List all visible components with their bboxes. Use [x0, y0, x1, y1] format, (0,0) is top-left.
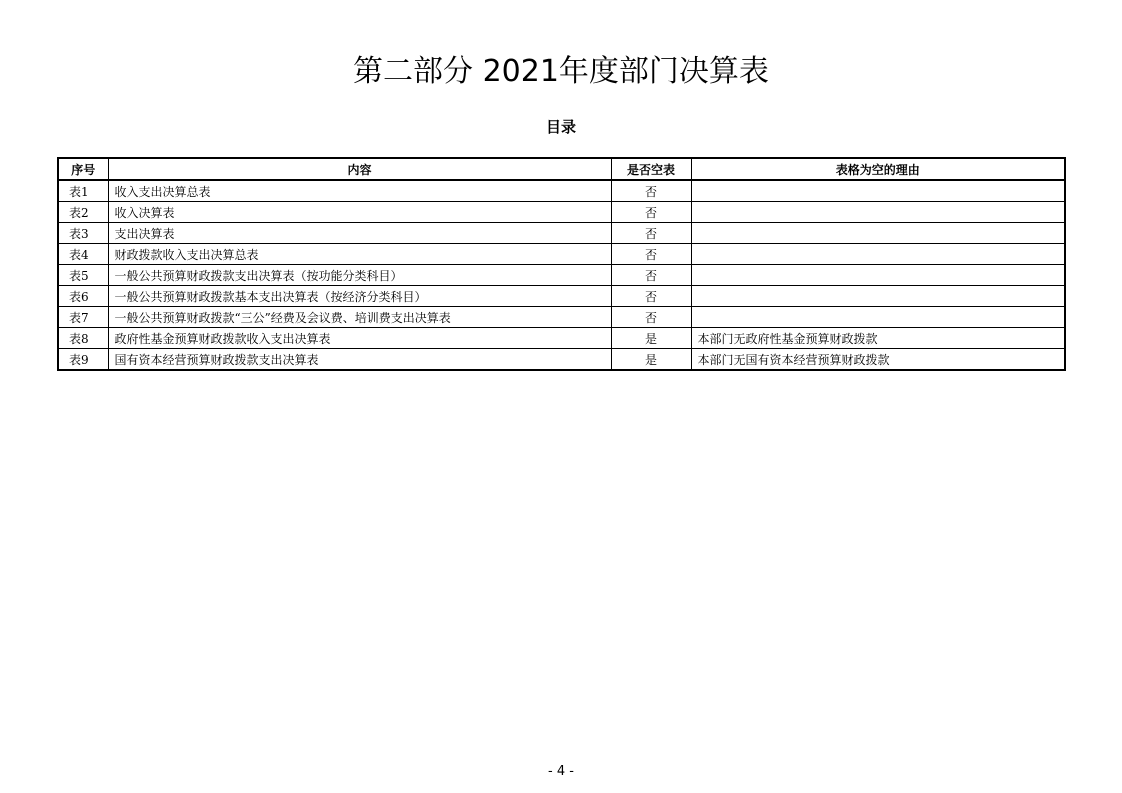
row-empty-flag: 否: [611, 223, 691, 244]
row-reason: 本部门无国有资本经营预算财政拨款: [691, 349, 1065, 371]
table-row: [58, 349, 1065, 371]
row-content: 财政拨款收入支出决算总表: [108, 244, 611, 265]
row-reason: [691, 223, 1065, 244]
table-row: [58, 223, 1065, 244]
row-reason: [691, 307, 1065, 328]
row-empty-flag: 否: [611, 286, 691, 307]
table-header-row: [58, 158, 1065, 180]
row-reason: [691, 180, 1065, 202]
row-content: 政府性基金预算财政拨款收入支出决算表: [108, 328, 611, 349]
row-content: 一般公共预算财政拨款“三公”经费及会议费、培训费支出决算表: [108, 307, 611, 328]
row-content: 收入决算表: [108, 202, 611, 223]
row-content: 一般公共预算财政拨款支出决算表（按功能分类科目）: [108, 265, 611, 286]
page-number: - 4 -: [548, 764, 574, 779]
table-row: [58, 307, 1065, 328]
header-no: 序号: [58, 158, 108, 180]
row-content: 国有资本经营预算财政拨款支出决算表: [108, 349, 611, 371]
row-empty-flag: 否: [611, 244, 691, 265]
table-row: [58, 286, 1065, 307]
row-content: 一般公共预算财政拨款基本支出决算表（按经济分类科目）: [108, 286, 611, 307]
row-content: 支出决算表: [108, 223, 611, 244]
row-empty-flag: 是: [611, 328, 691, 349]
row-reason: [691, 265, 1065, 286]
row-no: 表1: [58, 180, 108, 202]
row-reason: [691, 202, 1065, 223]
row-no: 表4: [58, 244, 108, 265]
row-reason: 本部门无政府性基金预算财政拨款: [691, 328, 1065, 349]
row-empty-flag: 否: [611, 202, 691, 223]
row-no: 表7: [58, 307, 108, 328]
table-row: [58, 180, 1065, 202]
row-no: 表6: [58, 286, 108, 307]
row-no: 表3: [58, 223, 108, 244]
table-row: [58, 244, 1065, 265]
header-reason: 表格为空的理由: [691, 158, 1065, 180]
row-no: 表2: [58, 202, 108, 223]
toc-heading: 目录: [545, 118, 576, 136]
row-empty-flag: 是: [611, 349, 691, 371]
row-no: 表9: [58, 349, 108, 371]
row-empty-flag: 否: [611, 307, 691, 328]
page-title: 第二部分 2021年度部门决算表: [353, 54, 769, 89]
table-row: [58, 202, 1065, 223]
row-content: 收入支出决算总表: [108, 180, 611, 202]
row-no: 表8: [58, 328, 108, 349]
toc-table: [57, 157, 1066, 371]
row-empty-flag: 否: [611, 265, 691, 286]
table-row: [58, 328, 1065, 349]
header-content: 内容: [108, 158, 611, 180]
row-reason: [691, 244, 1065, 265]
table-row: [58, 265, 1065, 286]
row-reason: [691, 286, 1065, 307]
header-empty: 是否空表: [611, 158, 691, 180]
row-empty-flag: 否: [611, 180, 691, 202]
row-no: 表5: [58, 265, 108, 286]
